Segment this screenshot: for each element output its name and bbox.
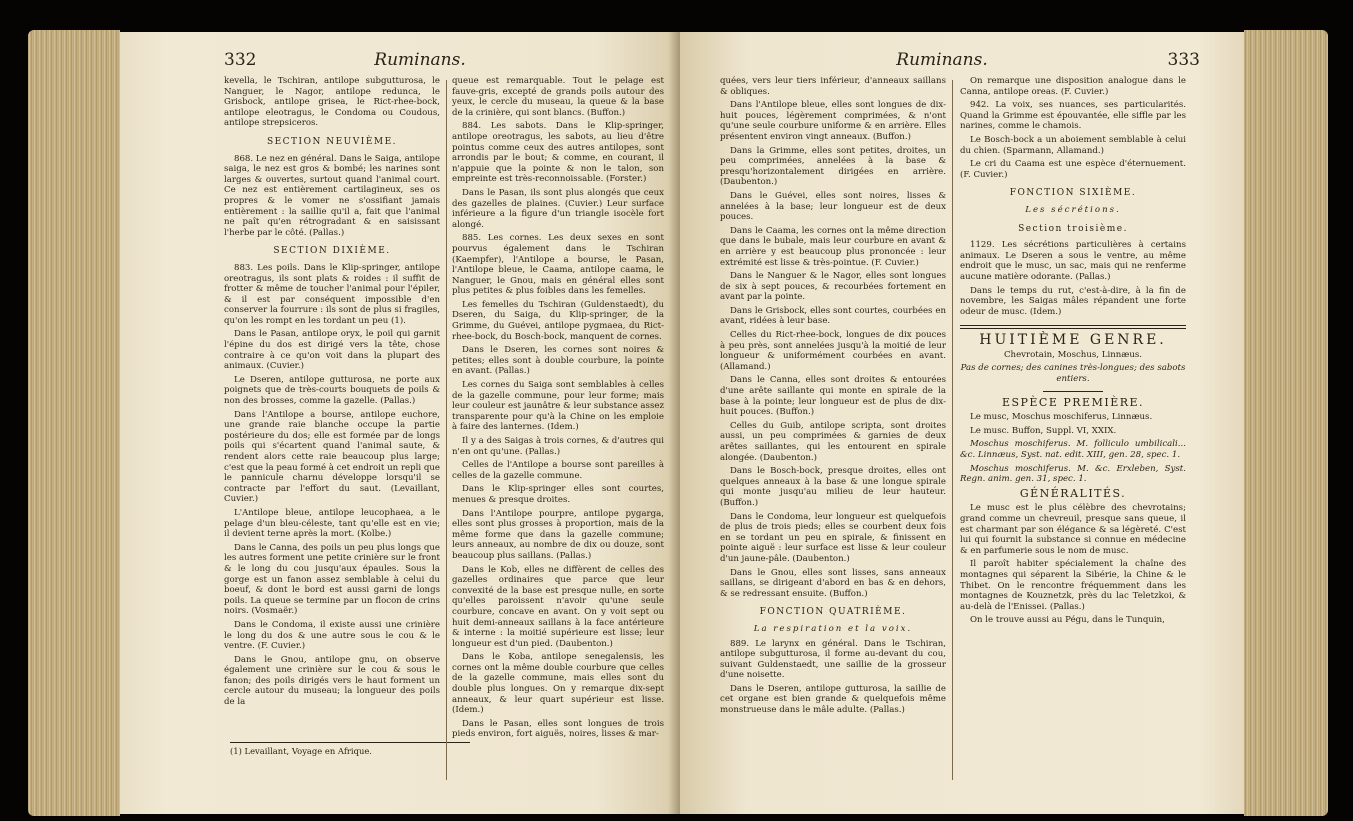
paragraph: Les cornes du Saiga sont semblables à celles de la gazelle commune, pour leur forme; mais leur couleur est jaunâtre & leur substance assez transparente pour qu'à la Chine on les emploie à faire des lanternes. (Idem.): [452, 380, 664, 433]
species-line: Le musc, Moschus moschiferus, Linnæus.: [970, 412, 1153, 423]
paragraph: Dans l'Antilope bleue, elles sont longues de dix-huit pouces, légèrement comprimées, & n'ont qu'une seule courbure uniforme & en arrière. Elles présentent environ vingt anneaux. (Buffon.): [720, 100, 946, 142]
species-heading: ESPÈCE PREMIÈRE.: [1001, 395, 1145, 409]
paragraph: 1129. Les sécrétions particulières à certains animaux. Le Dseren a sous le ventre, au même endroit que le musc, un sac, mais qui ne renferme aucune matière odorante. (Pallas.): [960, 240, 1186, 282]
paragraph: Dans le Canna, des poils un peu plus longs que les autres forment une petite crinière sur le front & le long du cou jusqu'aux épaules. Sous la gorge est un fanon assez semblable à celui du boeuf, & dont le bord est aussi garni de longs poils. La queue se termine par un flocon de crins noirs. (Vosmaër.): [224, 542, 440, 617]
species-line: Moschus moschiferus. M. folliculo umbilicali... &c. Linnæus, Syst. nat. edit. XIII, gen. 28, spec. 1.: [960, 439, 1186, 461]
left-page-header: [120, 50, 680, 72]
paragraph: 889. Le larynx en général. Dans le Tschiran, antilope subgutturosa, il forme au-devant du cou, suivant Guldenstaedt, une saillie de la grosseur d'une noisette.: [720, 638, 946, 681]
paragraph: Dans le temps du rut, c'est-à-dire, à la fin de novembre, les Saigas mâles répandent une forte odeur de musc. (Idem.): [960, 285, 1186, 317]
paragraph: Dans le Condoma, il existe aussi une crinière le long du dos & une autre sous le cou & le ventre. (F. Cuvier.): [224, 619, 440, 652]
open-book: [28, 10, 1328, 816]
genus-name: Chevrotain, Moschus, Linnæus.: [1003, 349, 1143, 360]
paragraph: Dans le Bosch-bock, presque droites, elles ont quelques anneaux à la base & une longue spirale qui monte jusqu'au milieu de leur hauteur. (Buffon.): [720, 466, 946, 508]
running-title: Ruminans.: [374, 50, 466, 70]
paragraph: Celles du Guib, antilope scripta, sont droites aussi, un peu comprimées & garnies de deux arêtes saillantes, qui les entourent en spirale alongée. (Daubenton.): [720, 420, 946, 463]
paragraph: Dans le Gnou, antilope gnu, on observe également une crinière sur le cou & sous le fanon; des poils dirigés vers le haut forment un cercle autour du museau; la longueur des poils de la: [224, 654, 440, 708]
left-page: [120, 32, 680, 814]
paragraph: Dans le Dseren, les cornes sont noires & petites; elles sont à double courbure, la pointe en avant. (Pallas.): [452, 345, 664, 377]
page-number: 333: [1167, 50, 1200, 70]
section-heading: SECTION DIXIÈME.: [273, 246, 391, 257]
paragraph: Dans le Pasan, antilope oryx, le poil qui garnit l'épine du dos est dirigé vers la tête, chose contraire à ce qu'on voit dans la plupart des animaux. (Cuvier.): [224, 329, 440, 372]
paragraph: Dans le Grisbock, elles sont courtes, courbées en avant, ridées à leur base.: [720, 305, 946, 327]
generalities-heading: GÉNÉRALITÉS.: [1019, 486, 1127, 500]
paragraph: On le trouve aussi au Pégu, dans le Tunquin,: [970, 615, 1165, 626]
paragraph: 885. Les cornes. Les deux sexes en sont pourvus également dans le Tschiran (Kaempfer), l'Antilope a bourse, le Pasan, l'Antilope bleue, le Caama, antilope caama, le Nanguer, le Gnou, mais en général elles sont plus petites & plus foibles dans les femelles.: [452, 233, 664, 297]
section-heading: SECTION NEUVIÈME.: [266, 136, 398, 147]
right-page-header: [680, 50, 1244, 72]
section-heading: Section troisième.: [1018, 223, 1128, 234]
paragraph: Le Bosch-bock a un aboiement semblable à celui du chien. (Sparmann, Allamand.): [960, 134, 1186, 156]
paragraph: Dans l'Antilope a bourse, antilope euchore, une grande raie blanche occupe la partie postérieure du dos; elle est formée par de longs poils qui s'écartent quand l'animal saute, & rendent alors cette raie beaucoup plus large; c'est que la peau formé à cet endroit un repli que le pannicule charnu développe lorsqu'il se contracte par l'effort du saut. (Levaillant, Cuvier.): [224, 409, 440, 505]
species-line: Moschus moschiferus. M. &c. Erxleben, Syst. Regn. anim. gen. 31, spec. 1.: [960, 463, 1186, 485]
paragraph: Dans le Guévei, elles sont noires, lisses & annelées à la base; leur longueur est de deux pouces.: [720, 190, 946, 223]
paragraph: Dans le Klip-springer elles sont courtes, menues & presque droites.: [452, 484, 664, 505]
paragraph: Dans le Pasan, elles sont longues de trois pieds environ, fort aiguës, noires, lisses & mar-: [452, 718, 664, 740]
paragraph: 942. La voix, ses nuances, ses particularités. Quand la Grimme est épouvantée, elle siffle par les narines, comme le chamois.: [960, 100, 1186, 132]
paragraph: L'Antilope bleue, antilope leucophaea, a le pelage d'un bleu-céleste, tant qu'elle est en vie; il devient terne après la mort. (Kolbe.): [224, 507, 440, 540]
right-column-2: [960, 76, 1186, 629]
paragraph: Il paroît habiter spécialement la chaîne des montagnes qui séparent la Sibérie, la Chine & le Thibet. On le rencontre fréquemment dans les montagnes de Kouznetzk, près du lac Teletzkoi, & au-delà de l'Enissei. (Pallas.): [960, 559, 1186, 612]
running-title: Ruminans.: [896, 50, 988, 70]
paragraph: Le Dseren, antilope gutturosa, ne porte aux poignets que de très-courts bouquets de poils & non des brosses, comme la gazelle. (Pallas.): [224, 374, 440, 407]
paragraph: kevella, le Tschiran, antilope subgutturosa, le Nanguer, le Nagor, antilope redunca, le Grisbock, antilope grisea, le Rict-rhee-bock, antilope eleotragus, le Condoma ou Coudous, antilope strepsiceros.: [224, 76, 440, 129]
paragraph: 883. Les poils. Dans le Klip-springer, antilope oreotragus, ils sont plats & roides : il suffit de frotter & même de toucher l'animal pour l'épiler, & il est par conséquent impossible d'en conserver la fourrure : ils sont de plus si fragiles, qu'on les rompt en les tordant un peu (1).: [224, 262, 440, 326]
paragraph: Dans le Condoma, leur longueur est quelquefois de plus de trois pieds; elles se courbent deux fois en se tordant un peu en spirale, & finissent en pointe aiguë : leur surface est lisse & leur couleur d'un jaune-pâle. (Daubenton.): [720, 511, 946, 564]
paragraph: Dans le Dseren, antilope gutturosa, la saillie de cet organe est bien grande & quelquefois même monstrueuse dans le mâle adulte. (Pallas.): [720, 683, 946, 716]
paragraph: 884. Les sabots. Dans le Klip-springer, antilope oreotragus, les sabots, au lieu d'être pointus comme ceux des autres antilopes, sont arrondis par le bout; & comme, en courant, il n'appuie que la pointe & non le talon, son empreinte est très-reconnoissable. (Forster.): [452, 121, 664, 185]
right-page-edges: [1244, 30, 1328, 816]
paragraph: 868. Le nez en général. Dans le Saiga, antilope saiga, le nez est gros & bombé; les narines sont larges & ouvertes, surtout quand l'animal court. Ce nez est entièrement cartilagineux, ses os propres & le vomer ne s'ossifiant jamais entièrement : la saillie qu'il a, fait que l'animal ne paît qu'en rétrogradant & en saisissant l'herbe par le côté. (Pallas.): [224, 153, 440, 238]
section-heading: FONCTION QUATRIÈME.: [759, 607, 907, 618]
paragraph: Dans le Kob, elles ne diffèrent de celles des gazelles ordinaires que parce que leur convexité de la base est presque nulle, en sorte qu'elles paroissent n'avoir qu'une seule courbure, concave en avant. On y voit sept ou huit demi-anneaux saillans à la face antérieure & interne : la moitié supérieure est lisse; leur longueur est d'un pied. (Daubenton.): [452, 564, 664, 649]
subsection-heading: La respiration et la voix.: [753, 623, 913, 634]
column-divider: [952, 80, 953, 780]
subsection-heading: Les sécrétions.: [1025, 204, 1121, 215]
double-rule: [960, 325, 1186, 329]
paragraph: Dans le Pasan, ils sont plus alongés que ceux des gazelles de plaines. (Cuvier.) Leur surface inférieure a la figure d'un triangle isocèle fort alongé.: [452, 187, 664, 230]
paragraph: On remarque une disposition analogue dans le Canna, antilope oreas. (F. Cuvier.): [960, 76, 1186, 97]
paragraph: Il y a des Saigas à trois cornes, & d'autres qui n'en ont qu'une. (Pallas.): [452, 436, 664, 457]
paragraph: Celles du Rict-rhee-bock, longues de dix pouces à peu près, sont annelées jusqu'à la moitié de leur longueur & uniformément courbées en avant. (Allamand.): [720, 330, 946, 372]
paragraph: Dans l'Antilope pourpre, antilope pygarga, elles sont plus grosses à proportion, mais de la même forme que dans la gazelle commune; leurs anneaux, au nombre de dix ou douze, sont beaucoup plus saillans. (Pallas.): [452, 508, 664, 561]
left-column-2: [452, 76, 664, 743]
left-column-1: [224, 76, 440, 711]
genus-description: Pas de cornes; des canines très-longues; des sabots entiers.: [960, 363, 1186, 385]
right-page: [680, 32, 1244, 814]
left-page-edges: [28, 30, 120, 816]
paragraph: Dans le Gnou, elles sont lisses, sans anneaux saillans, se dirigeant d'abord en bas & en dehors, & se redressant ensuite. (Buffon.): [720, 567, 946, 599]
paragraph: Dans le Canna, elles sont droites & entourées d'une arête saillante qui monte en spirale de la base à la pointe; leur longueur est de plus de dix-huit pouces. (Buffon.): [720, 375, 946, 418]
column-divider: [446, 80, 447, 780]
paragraph: Celles de l'Antilope a bourse sont pareilles à celles de la gazelle commune.: [452, 460, 664, 481]
paragraph: Dans le Nanguer & le Nagor, elles sont longues de six à sept pouces, & recourbées fortement en avant par la pointe.: [720, 271, 946, 303]
paragraph: Dans le Koba, antilope senegalensis, les cornes ont la même double courbure que celles de la gazelle commune, mais elles sont du double plus longues. On y remarque dix-sept anneaux, & leur quart supérieur est lisse. (Idem.): [452, 652, 664, 716]
paragraph: Le cri du Caama est une espèce d'éternuement. (F. Cuvier.): [960, 159, 1186, 180]
species-line: Le musc. Buffon, Suppl. VI, XXIX.: [970, 425, 1117, 436]
short-rule: [1043, 391, 1103, 392]
section-heading: FONCTION SIXIÈME.: [1009, 188, 1137, 199]
genus-heading: HUITIÈME GENRE.: [979, 332, 1167, 349]
paragraph: Dans le Caama, les cornes ont la même direction que dans le bubale, mais leur courbure en avant & en arrière y est beaucoup plus prononcée : leur extrémité est lisse & très-pointue. (F. Cuvier.): [720, 225, 946, 268]
paragraph: quées, vers leur tiers inférieur, d'anneaux saillans & obliques.: [720, 76, 946, 97]
footnote: (1) Levaillant, Voyage en Afrique.: [230, 742, 470, 756]
paragraph: Dans la Grimme, elles sont petites, droites, un peu comprimées, annelées à la base & presqu'horizontalement dirigées en arrière. (Daubenton.): [720, 145, 946, 188]
right-column-1: [720, 76, 946, 719]
paragraph: Le musc est le plus célèbre des chevrotains; grand comme un chevreuil, presque sans queue, il est charmant par son élégance & sa légèreté. C'est lui qui fournit la substance si connue en médecine & en parfumerie sous le nom de musc.: [960, 503, 1186, 556]
paragraph: Les femelles du Tschiran (Guldenstaedt), du Dseren, du Saiga, du Klip-springer, de la Grimme, du Guévei, antilope pygmaea, du Rict-rhee-bock, du Bosch-bock, manquent de cornes.: [452, 299, 664, 342]
paragraph: queue est remarquable. Tout le pelage est fauve-gris, excepté de grands poils autour des yeux, le cercle du museau, la queue & la base de la crinière, qui sont blancs. (Buffon.): [452, 76, 664, 118]
page-number: 332: [224, 50, 257, 70]
